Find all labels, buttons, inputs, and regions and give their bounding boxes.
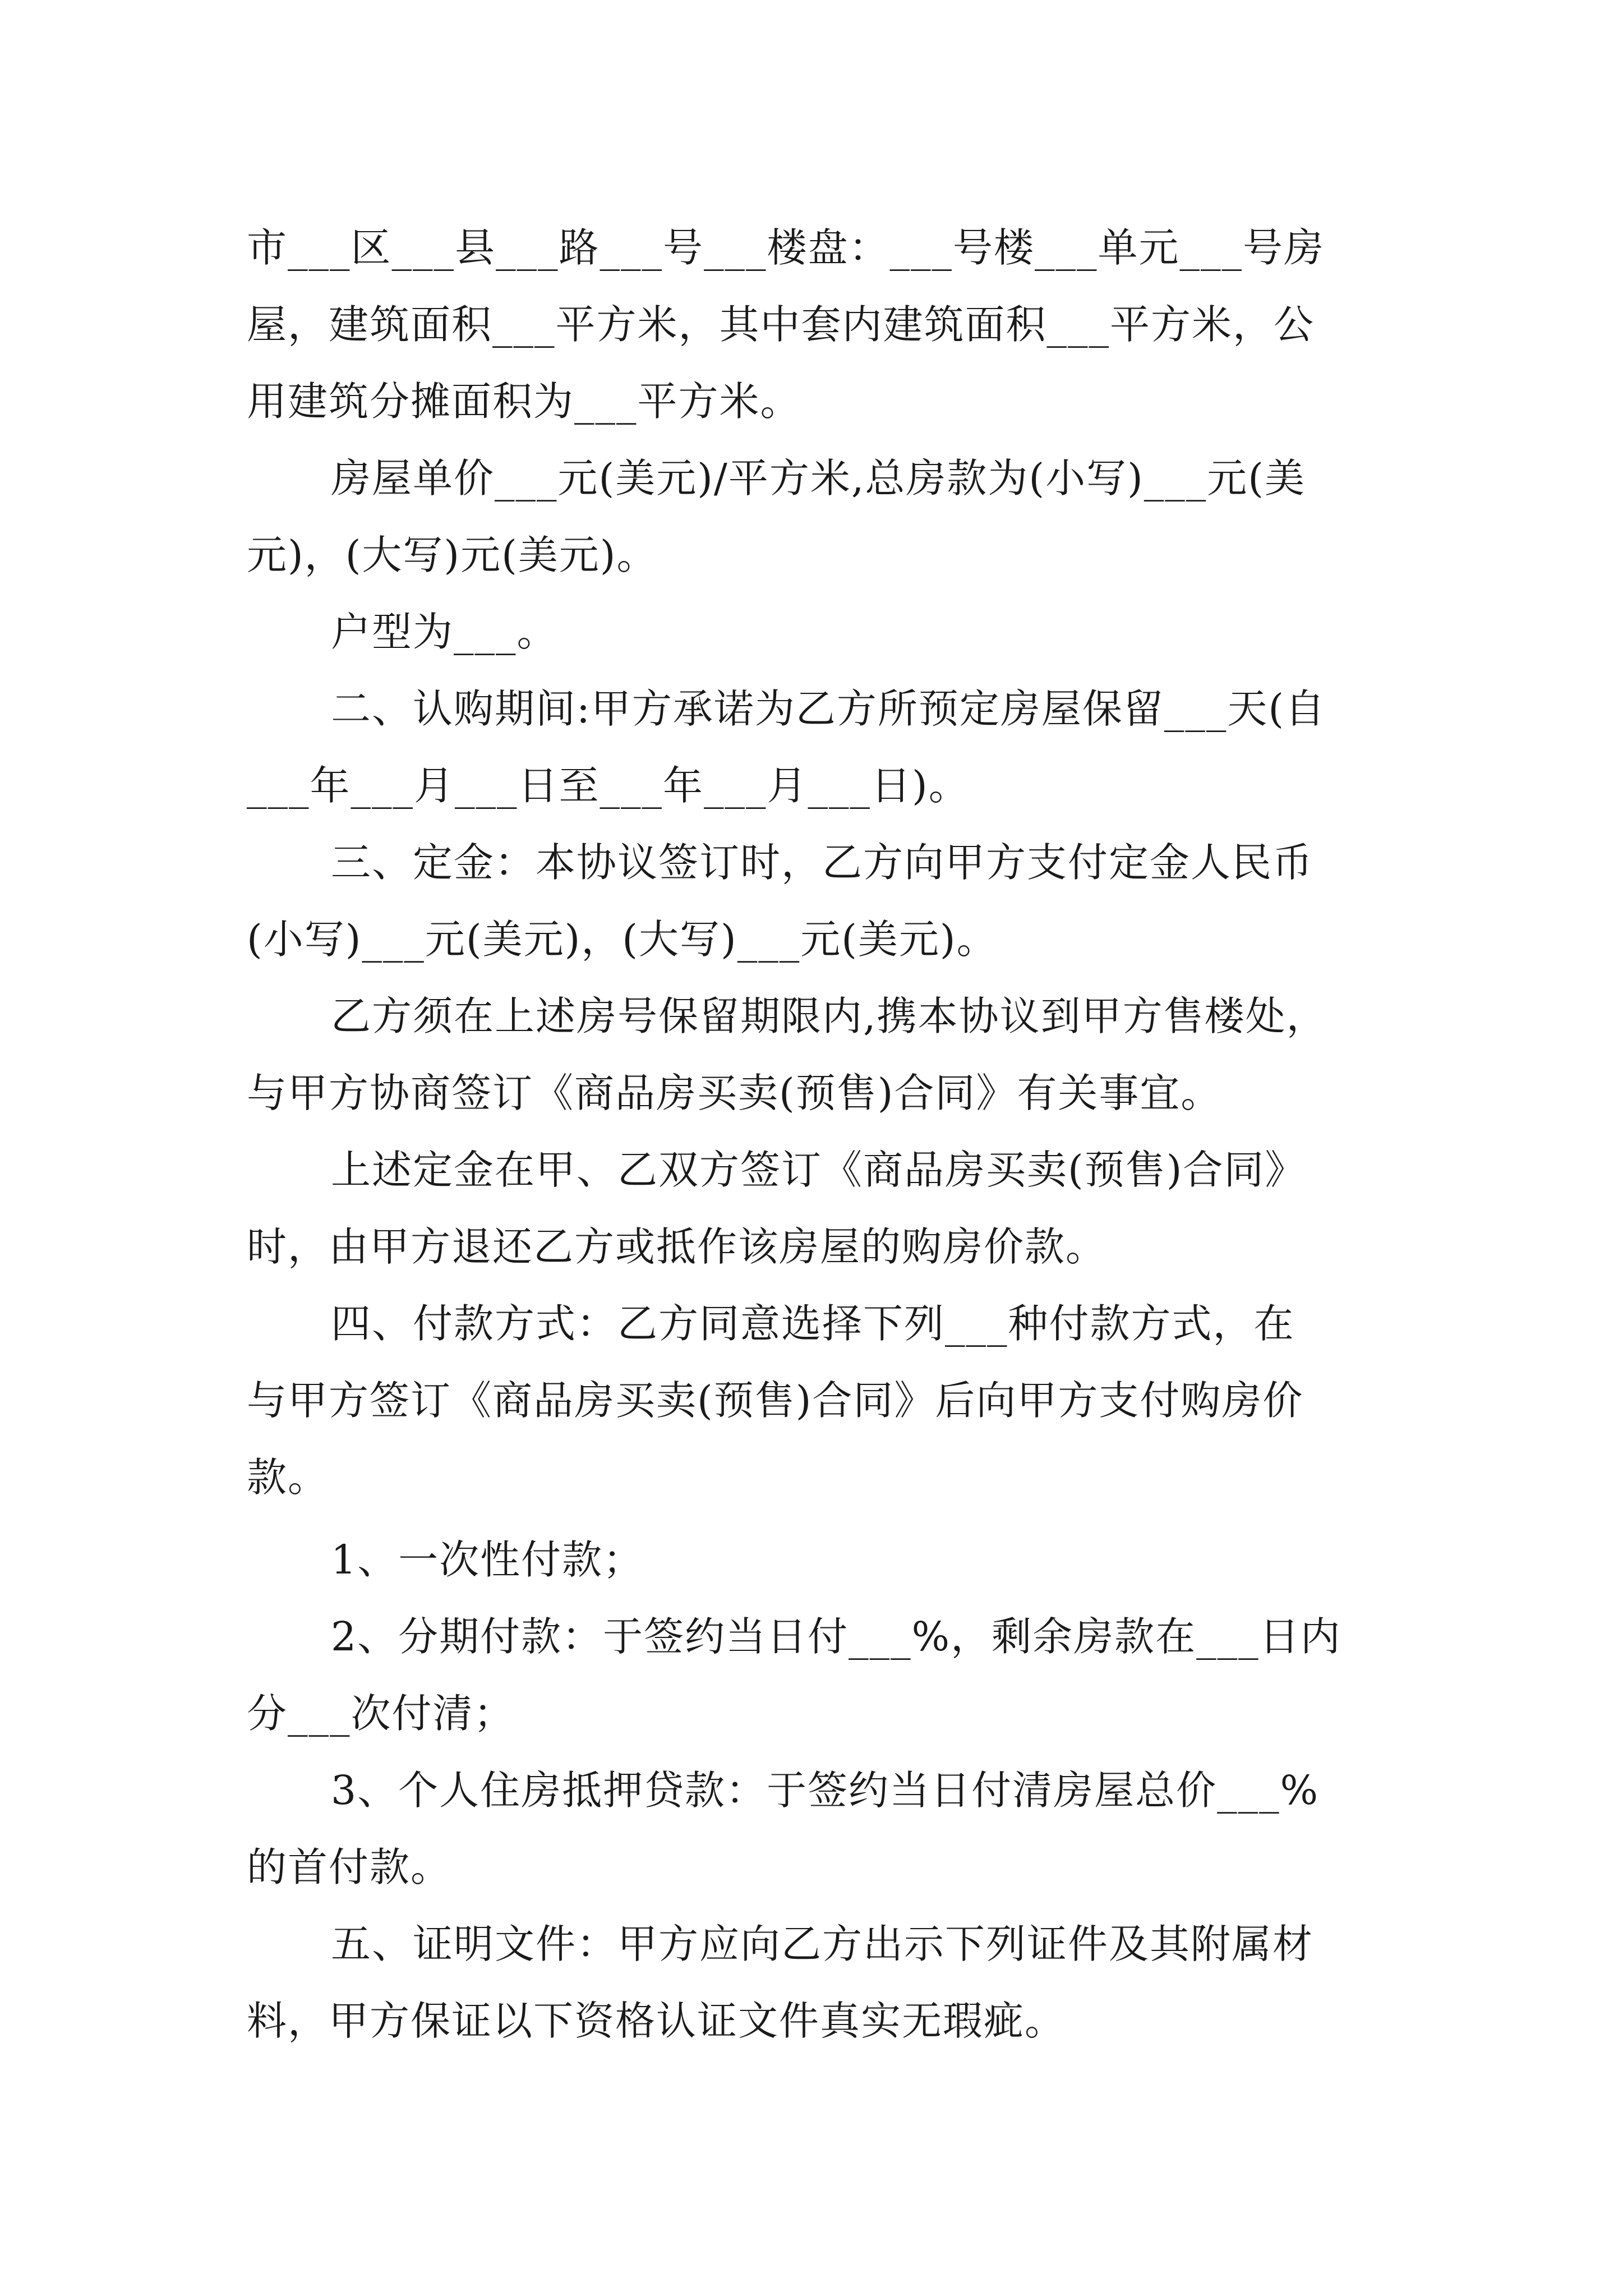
- text-line: 三、定金：本协议签订时，乙方向甲方支付定金人民币: [331, 839, 1314, 886]
- text-line: (小写)___元(美元)，(大写)___元(美元)。: [247, 916, 998, 963]
- text-line: 屋，建筑面积___平方米，其中套内建筑面积___平方米，公: [247, 301, 1315, 348]
- text-line: 用建筑分摊面积为___平方米。: [247, 378, 801, 425]
- text-line: 房屋单价___元(美元)/平方米,总房款为(小写)___元(美: [331, 455, 1306, 501]
- text-line: 五、证明文件：甲方应向乙方出示下列证件及其附属材: [331, 1921, 1314, 1967]
- document-body: [247, 220, 1391, 2070]
- paragraph-subscription-period: [247, 681, 1391, 835]
- text-line: 款。: [247, 1454, 329, 1501]
- paragraph-payment-option-3: [247, 1763, 1391, 1916]
- text-line: 四、付款方式：乙方同意选择下列___种付款方式，在: [331, 1300, 1295, 1347]
- text-line: 上述定金在甲、乙双方签订《商品房买卖(预售)合同》: [331, 1147, 1306, 1193]
- paragraph-certificates: [247, 1916, 1391, 2070]
- paragraph-deposit: [247, 835, 1391, 988]
- paragraph-property-location: [247, 220, 1391, 450]
- text-line: 市___区___县___路___号___楼盘：___号楼___单元___号房: [247, 224, 1325, 271]
- paragraph-deposit-refund: [247, 1142, 1391, 1296]
- text-line: 元)，(大写)元(美元)。: [247, 532, 658, 578]
- text-line: ___年___月___日至___年___月___日)。: [247, 762, 970, 809]
- paragraph-layout-type: [247, 604, 1391, 681]
- text-line: 分___次付清；: [247, 1690, 515, 1737]
- paragraph-payment-option-2: [247, 1609, 1391, 1763]
- text-line: 二、认购期间:甲方承诺为乙方所预定房屋保留___天(自: [331, 685, 1326, 732]
- text-line: 2、分期付款：于签约当日付___%，剩余房款在___日内: [331, 1613, 1341, 1660]
- paragraph-unit-price: [247, 450, 1391, 604]
- text-line: 时，由甲方退还乙方或抵作该房屋的购房价款。: [247, 1223, 1107, 1270]
- paragraph-contract-negotiation: [247, 988, 1391, 1142]
- text-line: 与甲方协商签订《商品房买卖(预售)合同》有关事宜。: [247, 1070, 1222, 1116]
- text-line: 户型为___。: [331, 609, 558, 655]
- paragraph-payment-method: [247, 1296, 1391, 1526]
- text-line: 乙方须在上述房号保留期限内,携本协议到甲方售楼处，: [331, 993, 1327, 1039]
- text-line: 料，甲方保证以下资格认证文件真实无瑕疵。: [247, 1998, 1066, 2044]
- text-line: 的首付款。: [247, 1844, 452, 1890]
- paragraph-payment-option-1: [247, 1532, 1391, 1609]
- text-line: 3、个人住房抵押贷款：于签约当日付清房屋总价___%: [331, 1767, 1320, 1814]
- paragraph-spacer: [247, 1526, 1391, 1532]
- text-line: 1、一次性付款；: [331, 1536, 644, 1583]
- text-line: 与甲方签订《商品房买卖(预售)合同》后向甲方支付购房价: [247, 1377, 1304, 1424]
